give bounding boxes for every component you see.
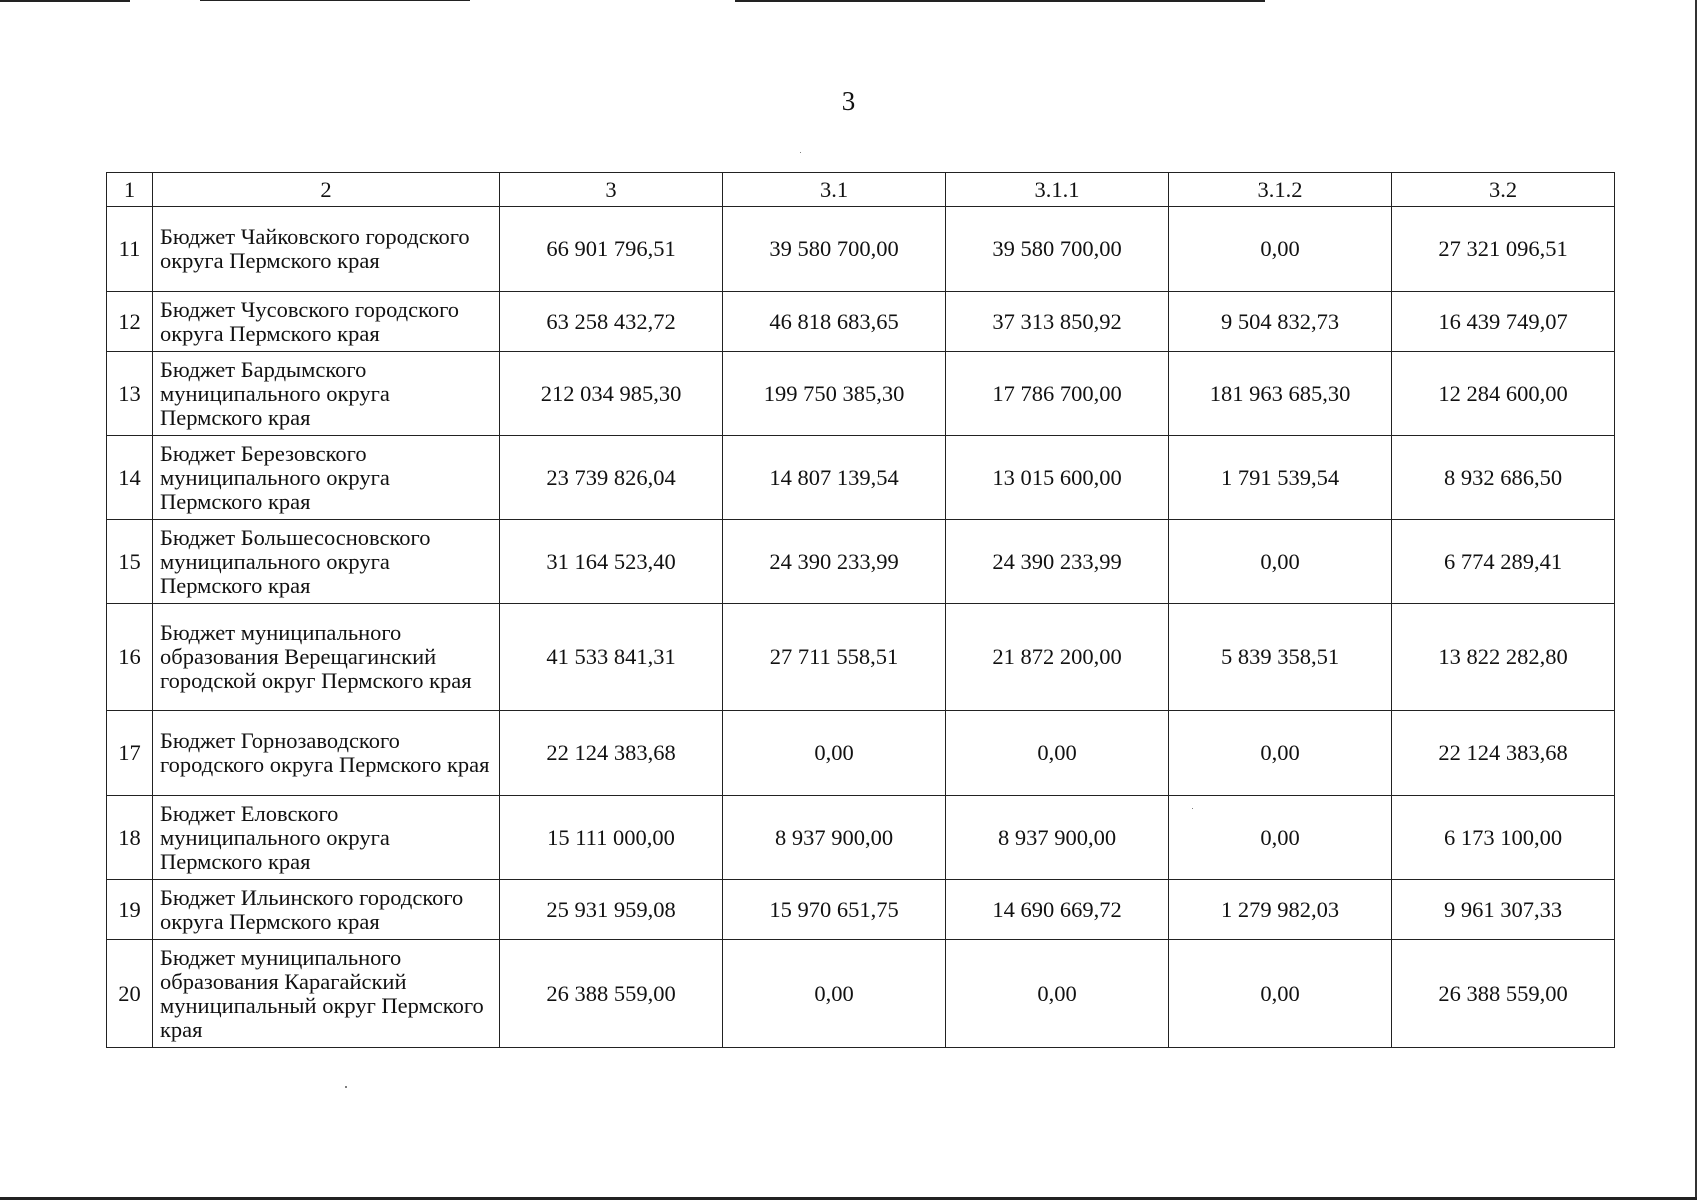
budget-name: Бюджет Большесосновского муниципального округа Пермского края — [153, 520, 500, 604]
table-row — [107, 796, 1615, 880]
value-col-3-1-1: 39 580 700,00 — [946, 207, 1169, 292]
row-number: 16 — [107, 604, 153, 711]
value-col-3-1-2: 181 963 685,30 — [1169, 352, 1392, 436]
budget-name: Бюджет Горнозаводского городского округа Пермского края — [153, 711, 500, 796]
row-number: 19 — [107, 880, 153, 940]
value-col-3: 66 901 796,51 — [500, 207, 723, 292]
value-col-3-2: 8 932 686,50 — [1392, 436, 1615, 520]
scan-edge-top-right — [735, 0, 1265, 2]
value-col-3-1: 14 807 139,54 — [723, 436, 946, 520]
header-cell-3-2: 3.2 — [1392, 173, 1615, 207]
table-row — [107, 292, 1615, 352]
value-col-3-1-1: 17 786 700,00 — [946, 352, 1169, 436]
row-number: 18 — [107, 796, 153, 880]
row-number: 17 — [107, 711, 153, 796]
row-number: 12 — [107, 292, 153, 352]
value-col-3-1: 24 390 233,99 — [723, 520, 946, 604]
value-col-3-1-1: 21 872 200,00 — [946, 604, 1169, 711]
value-col-3-1: 0,00 — [723, 711, 946, 796]
value-col-3: 15 111 000,00 — [500, 796, 723, 880]
header-cell-3-1-2: 3.1.2 — [1169, 173, 1392, 207]
value-col-3: 212 034 985,30 — [500, 352, 723, 436]
value-col-3: 63 258 432,72 — [500, 292, 723, 352]
value-col-3-1: 8 937 900,00 — [723, 796, 946, 880]
table-row — [107, 352, 1615, 436]
row-number: 14 — [107, 436, 153, 520]
value-col-3-1-2: 0,00 — [1169, 520, 1392, 604]
value-col-3-1-2: 0,00 — [1169, 940, 1392, 1048]
budget-table — [106, 172, 1615, 1048]
value-col-3-1-2: 1 791 539,54 — [1169, 436, 1392, 520]
value-col-3: 41 533 841,31 — [500, 604, 723, 711]
value-col-3-2: 13 822 282,80 — [1392, 604, 1615, 711]
value-col-3-2: 16 439 749,07 — [1392, 292, 1615, 352]
value-col-3-1: 0,00 — [723, 940, 946, 1048]
row-number: 20 — [107, 940, 153, 1048]
budget-name: Бюджет Чайковского городского округа Пермского края — [153, 207, 500, 292]
table-row — [107, 711, 1615, 796]
header-cell-3: 3 — [500, 173, 723, 207]
value-col-3: 23 739 826,04 — [500, 436, 723, 520]
value-col-3-2: 12 284 600,00 — [1392, 352, 1615, 436]
value-col-3-1: 27 711 558,51 — [723, 604, 946, 711]
value-col-3-1-1: 37 313 850,92 — [946, 292, 1169, 352]
value-col-3-1: 15 970 651,75 — [723, 880, 946, 940]
value-col-3-1-2: 0,00 — [1169, 796, 1392, 880]
value-col-3-2: 22 124 383,68 — [1392, 711, 1615, 796]
value-col-3-2: 9 961 307,33 — [1392, 880, 1615, 940]
table-row — [107, 940, 1615, 1048]
scan-edge-top-center — [200, 0, 470, 1]
value-col-3-1-2: 0,00 — [1169, 207, 1392, 292]
budget-name: Бюджет Березовского муниципального округа Пермского края — [153, 436, 500, 520]
row-number: 11 — [107, 207, 153, 292]
value-col-3-1-1: 0,00 — [946, 711, 1169, 796]
value-col-3: 31 164 523,40 — [500, 520, 723, 604]
header-cell-3-1-1: 3.1.1 — [946, 173, 1169, 207]
budget-name: Бюджет Еловского муниципального округа Пермского края — [153, 796, 500, 880]
table-row — [107, 880, 1615, 940]
page-number: 3 — [841, 86, 856, 116]
value-col-3-1-2: 1 279 982,03 — [1169, 880, 1392, 940]
value-col-3-1-1: 13 015 600,00 — [946, 436, 1169, 520]
budget-name: Бюджет муниципального образования Карагайский муниципальный округ Пермского края — [153, 940, 500, 1048]
value-col-3-2: 6 173 100,00 — [1392, 796, 1615, 880]
value-col-3-1-1: 14 690 669,72 — [946, 880, 1169, 940]
row-number: 15 — [107, 520, 153, 604]
budget-name: Бюджет муниципального образования Верещагинский городской округ Пермского края — [153, 604, 500, 711]
value-col-3: 26 388 559,00 — [500, 940, 723, 1048]
scan-speck — [345, 1086, 347, 1088]
value-col-3-2: 26 388 559,00 — [1392, 940, 1615, 1048]
value-col-3-1-1: 24 390 233,99 — [946, 520, 1169, 604]
value-col-3-1-2: 9 504 832,73 — [1169, 292, 1392, 352]
value-col-3-1: 46 818 683,65 — [723, 292, 946, 352]
table-row — [107, 207, 1615, 292]
value-col-3-1: 199 750 385,30 — [723, 352, 946, 436]
header-cell-3-1: 3.1 — [723, 173, 946, 207]
value-col-3-1-1: 0,00 — [946, 940, 1169, 1048]
table-row — [107, 436, 1615, 520]
value-col-3-1: 39 580 700,00 — [723, 207, 946, 292]
budget-name: Бюджет Ильинского городского округа Пермского края — [153, 880, 500, 940]
value-col-3-1-2: 5 839 358,51 — [1169, 604, 1392, 711]
scan-edge-top-left — [0, 0, 130, 2]
value-col-3-1-2: 0,00 — [1169, 711, 1392, 796]
table-row — [107, 604, 1615, 711]
value-col-3: 22 124 383,68 — [500, 711, 723, 796]
value-col-3-2: 27 321 096,51 — [1392, 207, 1615, 292]
table-row — [107, 520, 1615, 604]
value-col-3: 25 931 959,08 — [500, 880, 723, 940]
table-header-row — [107, 173, 1615, 207]
header-cell-2: 2 — [153, 173, 500, 207]
header-cell-1: 1 — [107, 173, 153, 207]
value-col-3-2: 6 774 289,41 — [1392, 520, 1615, 604]
scan-speck — [800, 152, 801, 153]
row-number: 13 — [107, 352, 153, 436]
budget-name: Бюджет Бардымского муниципального округа Пермского края — [153, 352, 500, 436]
value-col-3-1-1: 8 937 900,00 — [946, 796, 1169, 880]
budget-name: Бюджет Чусовского городского округа Пермского края — [153, 292, 500, 352]
